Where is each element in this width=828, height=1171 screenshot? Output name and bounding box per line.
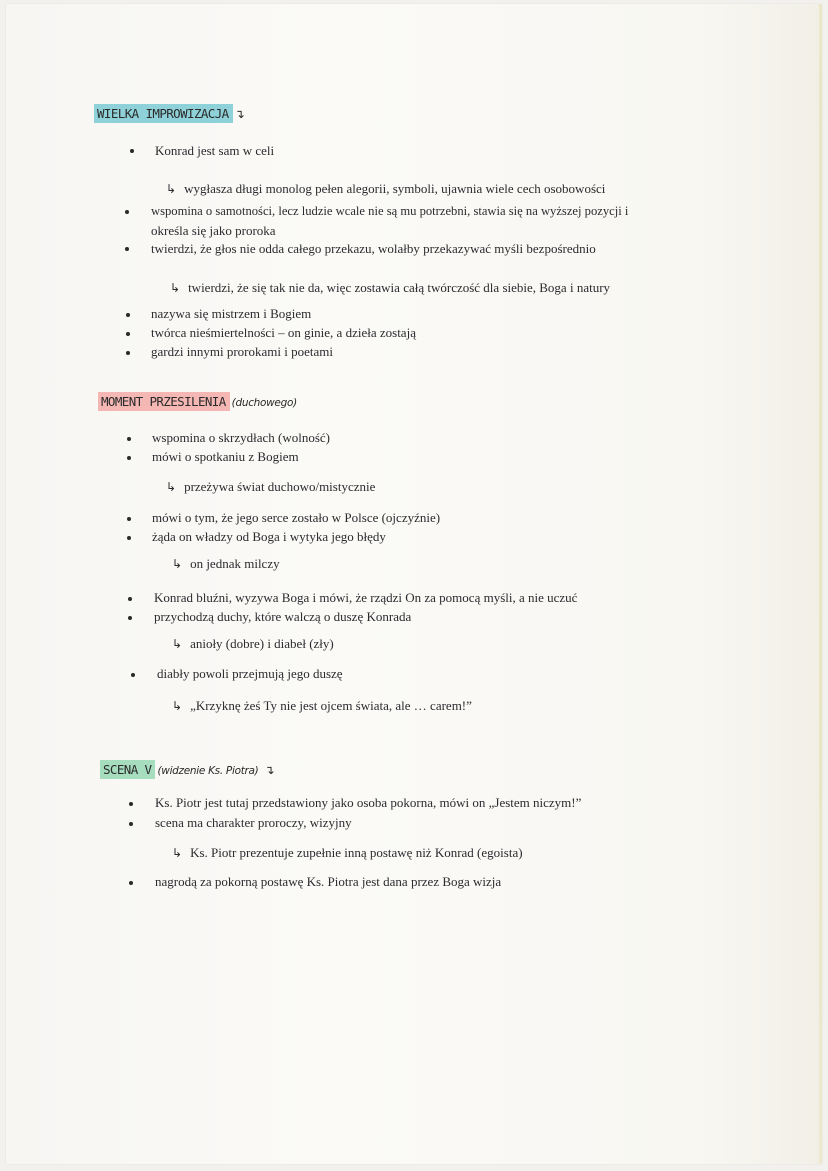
sub-item-text: on jednak milczy [190, 556, 280, 571]
heading-highlight: SCENA V [100, 760, 155, 779]
list-item: Ks. Piotr jest tutaj przedstawiony jako osoba pokorna, mówi on „Jestem niczym!” [155, 795, 582, 810]
list-item: Konrad bluźni, wyzywa Boga i mówi, że rządzi On za pomocą myśli, a nie uczuć [154, 590, 578, 605]
bullet [127, 437, 131, 441]
list-item: twierdzi, że głos nie odda całego przekazu, wolałby przekazywać myśli bezpośrednio [151, 241, 596, 256]
bullet [125, 210, 129, 214]
sub-item [172, 635, 334, 653]
turn-arrow-icon: ↴ [264, 763, 274, 777]
list-item: mówi o tym, że jego serce zostało w Polsce (ojczyźnie) [152, 510, 441, 525]
list-item: wspomina o samotności, lecz ludzie wcale nie są mu potrzebni, stawia się na wyższej pozycji i [151, 204, 629, 218]
bullet [129, 881, 133, 885]
bullet [129, 822, 133, 826]
heading-highlight: MOMENT PRZESILENIA [98, 392, 230, 411]
list-item: twórca nieśmiertelności – on ginie, a dzieła zostają [151, 325, 416, 340]
sub-arrow-icon: ↳ [166, 182, 177, 196]
list-item: mówi o spotkaniu z Bogiem [152, 449, 299, 464]
section-heading-scena-v [100, 760, 274, 779]
bullet [127, 456, 131, 460]
bullet [131, 673, 135, 677]
sub-item-text: przeżywa świat duchowo/mistycznie [184, 479, 376, 494]
list-item: wspomina o skrzydłach (wolność) [152, 430, 330, 445]
sub-item [172, 697, 472, 715]
sub-arrow-icon: ↳ [166, 480, 177, 494]
list-item: diabły powoli przejmują jego duszę [157, 666, 343, 681]
sub-arrow-icon: ↳ [170, 281, 181, 295]
bullet [128, 597, 132, 601]
bullet [126, 332, 130, 336]
section-heading-wielka-improwizacja [94, 104, 244, 123]
sub-item [172, 844, 523, 862]
bullet [128, 616, 132, 620]
sub-item-text: wygłasza długi monolog pełen alegorii, symboli, ujawnia wiele cech osobowości [184, 181, 606, 196]
bullet [125, 247, 129, 251]
bullet [129, 802, 133, 806]
list-item: nazywa się mistrzem i Bogiem [151, 306, 312, 321]
list-item: żąda on władzy od Boga i wytyka jego błędy [152, 529, 386, 544]
list-item: Konrad jest sam w celi [155, 143, 275, 158]
sub-arrow-icon: ↳ [172, 637, 183, 651]
heading-note: (duchowego) [231, 397, 297, 409]
note-page [6, 4, 822, 1164]
bullet [126, 351, 130, 355]
sub-item-text: twierdzi, że się tak nie da, więc zostawia całą twórczość dla siebie, Boga i natury [188, 280, 611, 295]
heading-highlight: WIELKA IMPROWIZACJA [94, 104, 233, 123]
page-edge [819, 4, 822, 1164]
sub-arrow-icon: ↳ [172, 699, 183, 713]
sub-item-text: Ks. Piotr prezentuje zupełnie inną postawę niż Konrad (egoista) [190, 845, 523, 860]
list-item: nagrodą za pokorną postawę Ks. Piotra jest dana przez Boga wizja [155, 874, 502, 889]
section-heading-moment-przesilenia [98, 392, 297, 411]
list-item-continuation: określa się jako proroka [151, 223, 276, 238]
sub-item [166, 478, 375, 496]
list-item: przychodzą duchy, które walczą o duszę Konrada [154, 609, 412, 624]
sub-item [166, 180, 605, 198]
bullet [130, 149, 134, 153]
sub-item [170, 279, 610, 297]
sub-arrow-icon: ↳ [172, 846, 183, 860]
bullet [127, 536, 131, 540]
bullet [127, 517, 131, 521]
sub-arrow-icon: ↳ [172, 557, 183, 571]
sub-item [172, 555, 280, 573]
sub-item-text: anioły (dobre) i diabeł (zły) [190, 636, 334, 651]
list-item: scena ma charakter proroczy, wizyjny [155, 815, 352, 830]
turn-arrow-icon: ↴ [234, 107, 245, 121]
heading-note: (widzenie Ks. Piotra) [157, 765, 259, 777]
list-item: gardzi innymi prorokami i poetami [151, 344, 333, 359]
bullet [126, 313, 130, 317]
sub-item-text: „Krzyknę żeś Ty nie jest ojcem świata, ale … carem!” [190, 698, 472, 713]
